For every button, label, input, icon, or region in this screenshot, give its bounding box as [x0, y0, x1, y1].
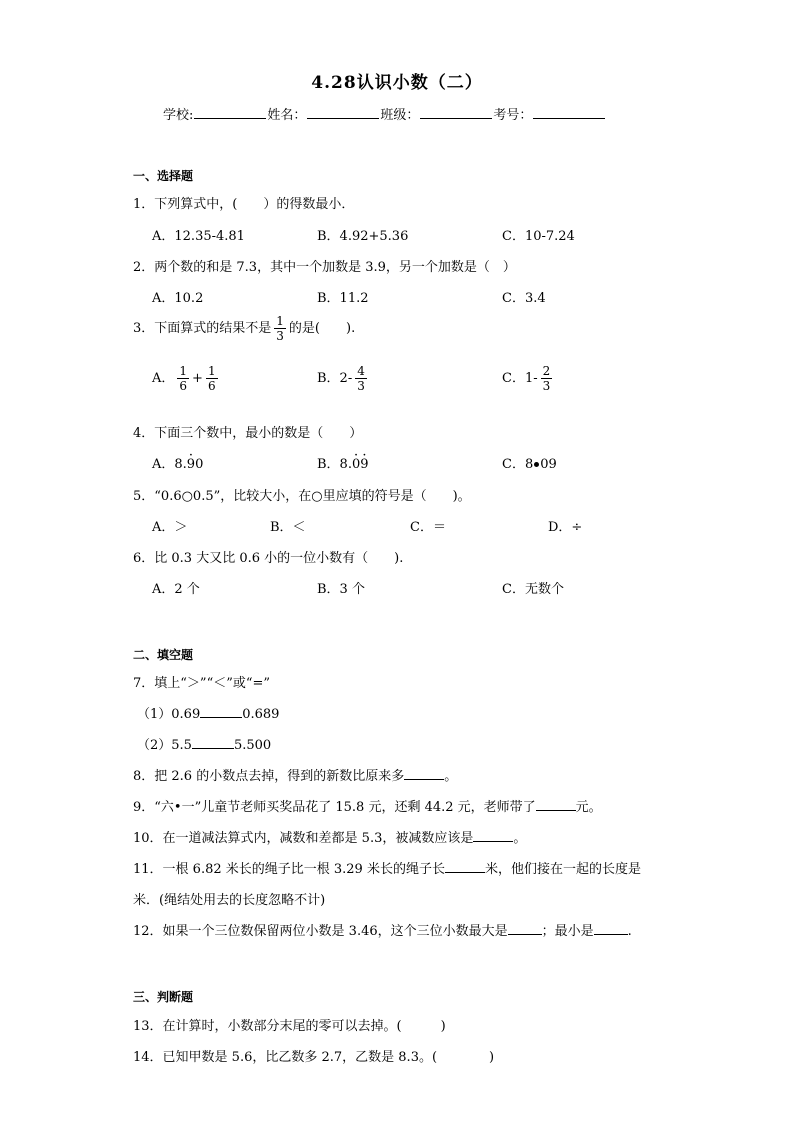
school-label: 学校:: [163, 108, 194, 123]
q2-option-b[interactable]: B．11.2: [317, 291, 369, 306]
q6-option-b[interactable]: B．3 个: [317, 582, 365, 597]
q12-blank-max[interactable]: [508, 922, 542, 935]
question-12: 12．如果一个三位数保留两位小数是 3.46，这个三位小数最大是 ；最小是 .: [133, 924, 632, 939]
q7-blank-2[interactable]: [192, 736, 234, 749]
number-label: 考号：: [493, 108, 533, 123]
question-2: 2．两个数的和是 7.3，其中一个加数是 3.9，另一个加数是（ ）: [133, 260, 516, 275]
q7-blank-1[interactable]: [200, 705, 242, 718]
q2-option-a[interactable]: A．10.2: [152, 291, 204, 306]
q3-stem-pre: 3．下面算式的结果不是: [133, 321, 272, 336]
student-info-line: [163, 104, 606, 123]
class-label: 班级：: [380, 108, 420, 123]
q6-option-a[interactable]: A．2 个: [152, 582, 200, 597]
q4-option-a[interactable]: A．8.9 ·0: [152, 453, 203, 472]
q6-option-c[interactable]: C．无数个: [502, 582, 564, 597]
question-3: [133, 314, 355, 343]
question-13: 13．在计算时，小数部分末尾的零可以去掉。( ): [133, 1019, 446, 1034]
q5-option-c[interactable]: C．＝: [410, 520, 446, 535]
name-blank[interactable]: [307, 106, 379, 119]
section-heading-choice: 一、选择题: [133, 169, 194, 183]
question-11: 11．一根 6.82 米长的绳子比一根 3.29 米长的绳子长 米，他们接在一起的长度是: [133, 862, 641, 877]
q2-option-c[interactable]: C．3.4: [502, 291, 546, 306]
question-1: 1．下列算式中，( ）的得数最小．: [133, 197, 355, 212]
q1-option-a[interactable]: A．12.35-4.81: [152, 229, 245, 244]
q4-option-c[interactable]: C．8 09: [502, 457, 557, 472]
section-heading-fill: 二、填空题: [133, 648, 194, 662]
q3-option-b[interactable]: B．2- $\frac{4}{3}$: [317, 364, 365, 393]
question-14: 14．已知甲数是 5.6，比乙数多 2.7，乙数是 8.3。( ): [133, 1050, 495, 1065]
name-label: 姓名：: [267, 108, 307, 123]
q7-part-1: （1）0.69 0.689: [137, 707, 280, 722]
q10-blank[interactable]: [473, 829, 513, 842]
class-blank[interactable]: [420, 106, 492, 119]
q5-option-d[interactable]: D．÷: [548, 520, 583, 535]
q5-option-b[interactable]: B．＜: [270, 520, 306, 535]
repeating-dot-icon: [534, 462, 539, 467]
question-4: 4．下面三个数中，最小的数是（ ）: [133, 426, 363, 441]
school-blank[interactable]: [194, 106, 266, 119]
question-5: 5．“0.6○0.5”，比较大小，在○里应填的符号是（ )。: [133, 489, 471, 504]
q12-blank-min[interactable]: [594, 922, 628, 935]
section-heading-judge: 三、判断题: [133, 990, 194, 1004]
q3-fraction: $\frac{1}{3}$: [276, 314, 284, 343]
q9-blank[interactable]: [536, 798, 576, 811]
q3-stem-post: 的是( ).: [288, 321, 356, 336]
question-8: 8．把 2.6 的小数点去掉，得到的新数比原来多 。: [133, 769, 458, 784]
question-9: 9．“六•一”儿童节老师买奖品花了 15.8 元，还剩 44.2 元，老师带了 元。: [133, 800, 602, 815]
q3-option-c[interactable]: C．1- $\frac{2}{3}$: [502, 364, 551, 393]
q1-option-c[interactable]: C．10-7.24: [502, 229, 575, 244]
question-11-line-2: 米．(绳结处用去的长度忽略不计): [133, 893, 326, 908]
q5-option-a[interactable]: A．＞: [152, 520, 188, 535]
q1-option-b[interactable]: B．4.92+5.36: [317, 229, 409, 244]
q7-part-2: （2）5.5 5.500: [137, 738, 272, 753]
question-10: 10．在一道减法算式内，减数和差都是 5.3，被减数应该是 。: [133, 831, 527, 846]
question-7: 7．填上“＞”“＜”或“=”: [133, 676, 271, 691]
q8-blank[interactable]: [404, 767, 444, 780]
q3-option-a[interactable]: A． $\frac{1}{6}$ + $\frac{1}{6}$: [152, 364, 216, 393]
q4-option-b[interactable]: B．8.0 ·9 ·: [317, 453, 369, 472]
number-blank[interactable]: [533, 106, 605, 119]
page-title: 4.28认识小数（二）: [311, 73, 483, 93]
question-6: 6．比 0.3 大又比 0.6 小的一位小数有（ ).: [133, 551, 404, 566]
q11-blank-1[interactable]: [445, 860, 485, 873]
